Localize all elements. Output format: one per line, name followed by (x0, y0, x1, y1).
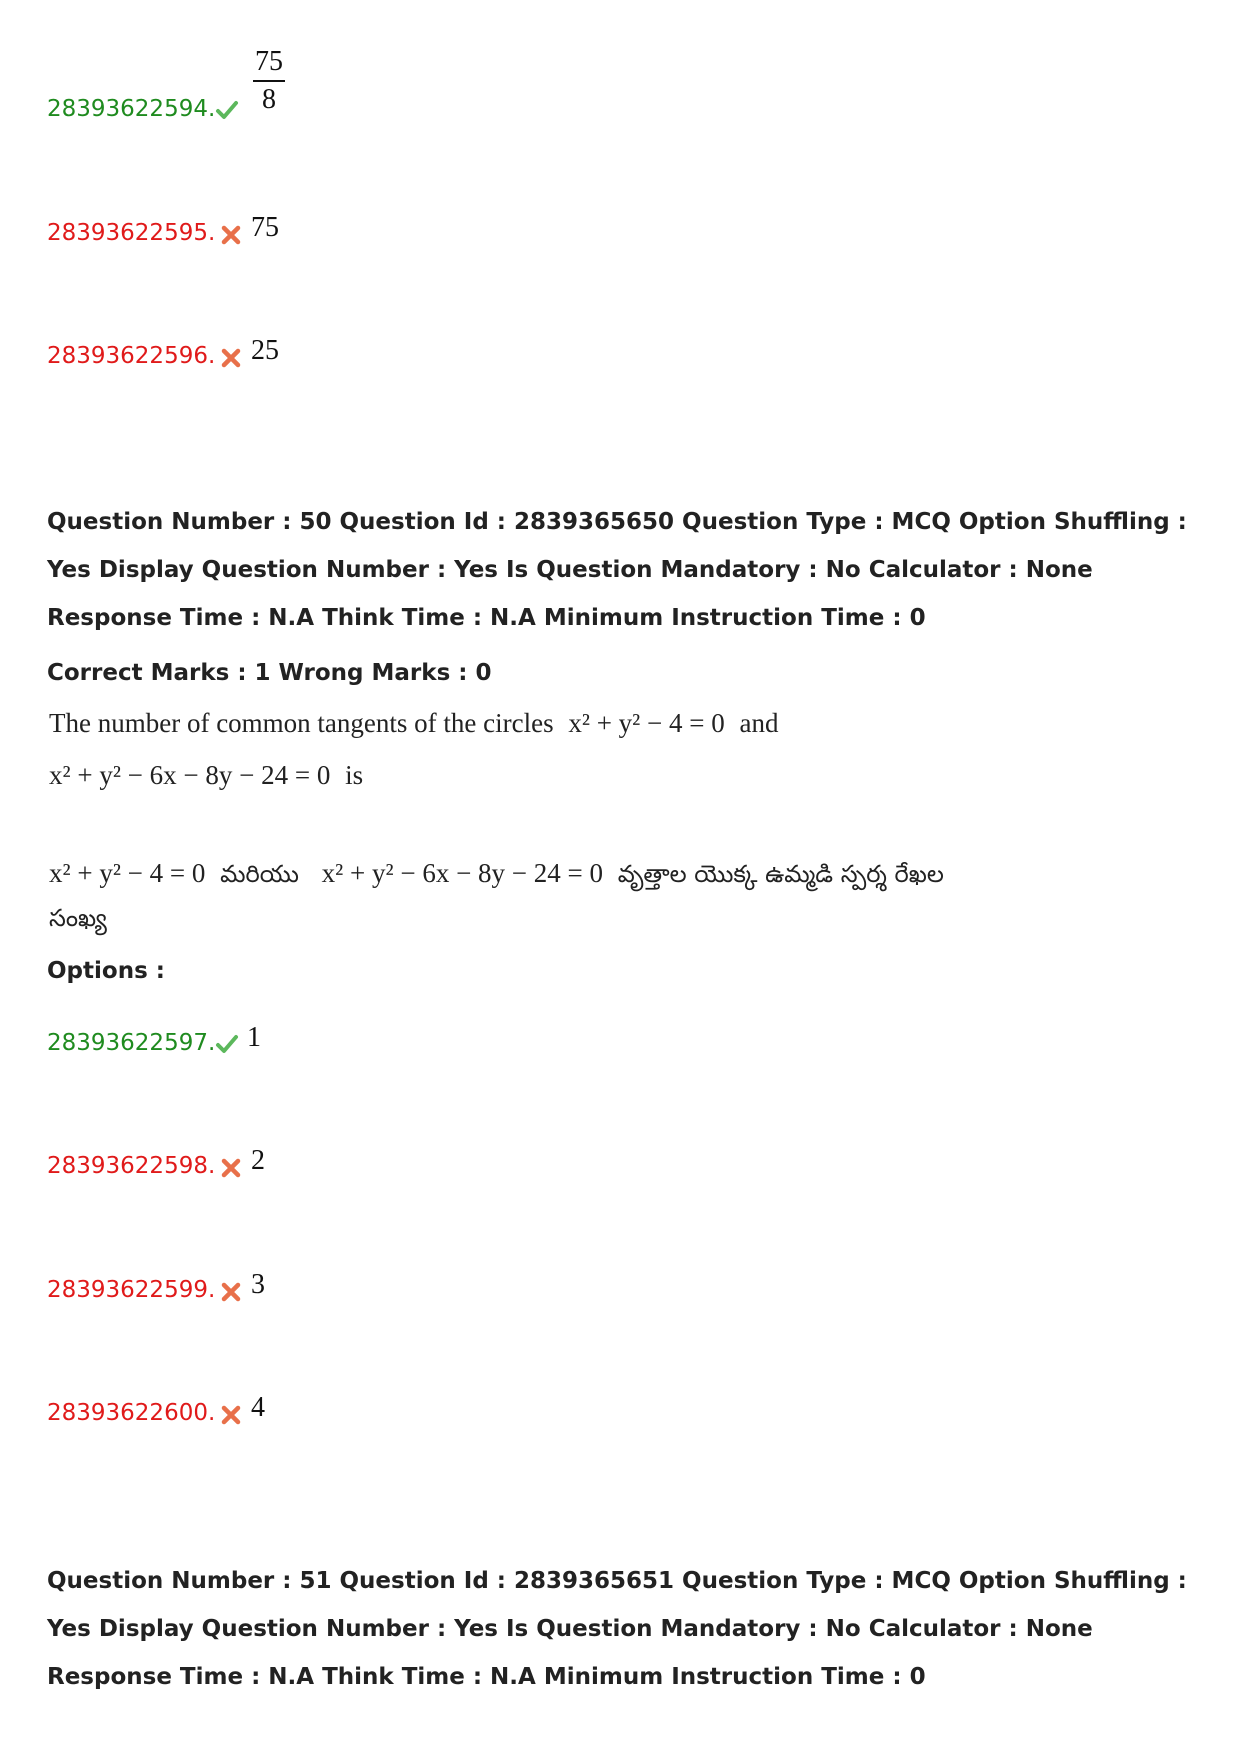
fraction-bar (253, 80, 285, 82)
equation-circle-2: x² + y² − 6x − 8y − 24 = 0 (49, 760, 331, 790)
option-value: 4 (251, 1392, 265, 1423)
check-icon (215, 1032, 239, 1056)
question-text-english-line-1 (49, 708, 778, 739)
option-id: 28393622597. (47, 1030, 216, 1056)
equation-circle-2: x² + y² − 6x − 8y − 24 = 0 (321, 858, 603, 888)
telugu-question-text-line-2: సంఖ్య (49, 904, 107, 932)
option-value: 1 (247, 1022, 261, 1053)
option-value: 75 (251, 212, 279, 243)
telugu-question-text: వృత్తాల యొక్క ఉమ్మడి స్పర్శ రేఖల (617, 860, 944, 888)
telugu-conjunction: మరియు (220, 860, 299, 888)
question-text: The number of common tangents of the circles (49, 708, 554, 738)
option-value: 2 (251, 1145, 265, 1176)
option-value: 3 (251, 1269, 265, 1300)
cross-icon (219, 1403, 243, 1427)
fraction-denominator: 8 (262, 83, 276, 115)
option-id: 28393622600. (47, 1400, 216, 1426)
option-id: 28393622595. (47, 220, 216, 246)
fraction-numerator: 75 (255, 46, 283, 77)
equation-circle-1: x² + y² − 4 = 0 (568, 708, 725, 738)
option-id: 28393622598. (47, 1153, 216, 1179)
question-50-marks: Correct Marks : 1 Wrong Marks : 0 (47, 660, 492, 686)
cross-icon (219, 346, 243, 370)
option-id: 28393622596. (47, 343, 216, 369)
question-text: is (345, 760, 364, 790)
option-id: 28393622599. (47, 1277, 216, 1303)
equation-circle-1: x² + y² − 4 = 0 (49, 858, 206, 888)
question-text-telugu-line-1 (49, 858, 944, 894)
cross-icon (219, 223, 243, 247)
option-value: 25 (251, 335, 279, 366)
cross-icon (219, 1156, 243, 1180)
options-label: Options : (47, 958, 165, 984)
check-icon (215, 98, 239, 122)
question-50-header: Question Number : 50 Question Id : 2839365650 Question Type : MCQ Option Shuffling : Yes Display Question Number : Yes Is Question Mandatory : No Calculator : None Response Time : N.A Think Time : N.A Minimum Instruction Time : 0 (47, 509, 1187, 631)
option-id: 28393622594. (47, 96, 216, 122)
option-value-fraction (253, 46, 285, 115)
cross-icon (219, 1280, 243, 1304)
conjunction: and (739, 708, 779, 738)
question-text-english-line-2 (49, 760, 363, 791)
question-51-header: Question Number : 51 Question Id : 2839365651 Question Type : MCQ Option Shuffling : Yes Display Question Number : Yes Is Question Mandatory : No Calculator : None Response Time : N.A Think Time : N.A Minimum Instruction Time : 0 (47, 1568, 1187, 1690)
